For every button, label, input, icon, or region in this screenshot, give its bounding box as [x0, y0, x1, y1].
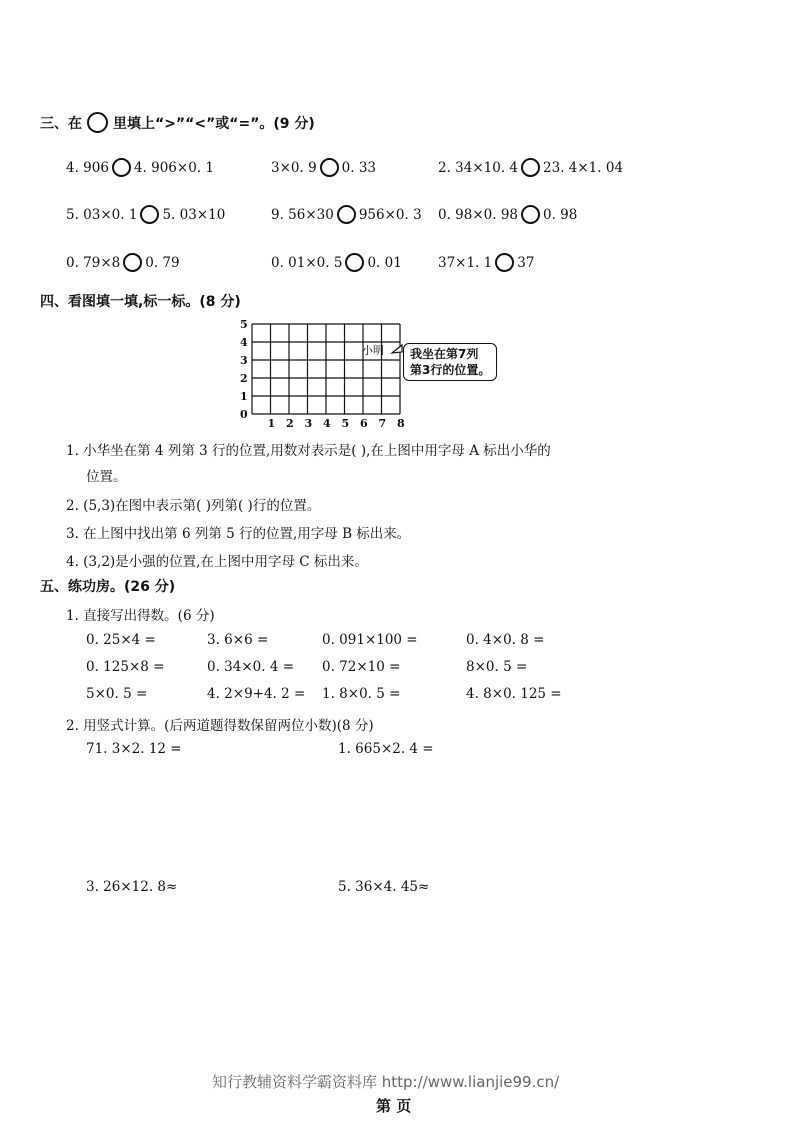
calc-item: 0. 25×4 = — [86, 632, 156, 648]
q1-title: 1. 直接写出得数。(6 分) — [66, 608, 215, 624]
page-number: 第 页 — [376, 1097, 412, 1115]
calc-item: 4. 2×9+4. 2 = — [207, 686, 306, 702]
compare-item: 0. 01×0. 5 0. 01 — [271, 254, 402, 271]
grid-x-label: 2 — [286, 417, 294, 428]
grid-y-label: 0 — [240, 408, 248, 421]
calc-item: 0. 091×100 = — [322, 632, 418, 648]
vertical-calc-item: 3. 26×12. 8≈ — [86, 879, 178, 895]
section4-title: 四、看图填一填,标一标。(8 分) — [40, 294, 241, 310]
compare-item: 37×1. 1 37 — [438, 254, 535, 271]
answer-circle[interactable] — [521, 205, 540, 224]
vertical-calc-item: 71. 3×2. 12 = — [86, 741, 182, 757]
circle-icon — [87, 112, 108, 133]
section3-title-pre: 三、在 — [40, 115, 82, 132]
answer-circle[interactable] — [337, 205, 356, 224]
answer-circle[interactable] — [140, 205, 159, 224]
watermark-text: 知行教辅资料学霸资料库 http://www.lianjie99.cn/ — [212, 1073, 560, 1091]
grid-cell-label: 小明 — [362, 344, 384, 357]
calc-item: 0. 125×8 = — [86, 659, 165, 675]
calc-item: 0. 4×0. 8 = — [466, 632, 545, 648]
speech-bubble — [403, 343, 497, 381]
calc-item: 5×0. 5 = — [86, 686, 148, 702]
compare-item: 3×0. 9 0. 33 — [271, 159, 377, 176]
calc-item: 0. 34×0. 4 = — [207, 659, 295, 675]
question-item: 1. 小华坐在第 4 列第 3 行的位置,用数对表示是( ),在上图中用字母 A 标出小华的 — [66, 443, 551, 459]
compare-item: 9. 56×30 956×0. 3 — [271, 206, 422, 223]
calc-item: 0. 72×10 = — [322, 659, 401, 675]
grid-y-label: 2 — [240, 372, 248, 385]
question-item: 2. (5,3)在图中表示第( )列第( )行的位置。 — [66, 498, 321, 514]
compare-item: 5. 03×0. 1 5. 03×10 — [66, 206, 226, 223]
calc-item: 4. 8×0. 125 = — [466, 686, 562, 702]
grid-x-label: 4 — [323, 417, 331, 428]
section5-title: 五、练功房。(26 分) — [40, 579, 176, 595]
grid-x-label: 1 — [267, 417, 276, 428]
compare-item: 0. 79×8 0. 79 — [66, 254, 180, 271]
bubble-line-2: 第3行的位置。 — [410, 363, 491, 377]
seat-grid[interactable] — [236, 316, 406, 428]
answer-circle[interactable] — [521, 158, 540, 177]
section3-title-post: 里填上“>”“<”或“=”。(9 分) — [113, 115, 315, 132]
answer-circle[interactable] — [495, 253, 514, 272]
calc-item: 3. 6×6 = — [207, 632, 269, 648]
grid-y-label: 3 — [240, 354, 248, 367]
grid-x-label: 3 — [304, 417, 313, 428]
question-item: 4. (3,2)是小强的位置,在上图中用字母 C 标出来。 — [66, 554, 368, 570]
vertical-calc-item: 1. 665×2. 4 = — [338, 741, 434, 757]
answer-circle[interactable] — [112, 158, 131, 177]
grid-x-label: 5 — [341, 417, 350, 428]
q2-title: 2. 用竖式计算。(后两道题得数保留两位小数)(8 分) — [66, 718, 374, 734]
grid-x-label: 6 — [360, 417, 368, 428]
section3-title — [40, 112, 315, 133]
grid-y-label: 4 — [240, 336, 248, 349]
calc-item: 8×0. 5 = — [466, 659, 528, 675]
grid-y-label: 5 — [240, 318, 248, 331]
answer-circle[interactable] — [320, 158, 339, 177]
compare-item: 4. 906 4. 906×0. 1 — [66, 159, 214, 176]
grid-y-label: 1 — [240, 390, 248, 403]
compare-item: 2. 34×10. 4 23. 4×1. 04 — [438, 159, 624, 176]
vertical-calc-item: 5. 36×4. 45≈ — [338, 879, 430, 895]
calc-item: 1. 8×0. 5 = — [322, 686, 401, 702]
bubble-line-1: 我坐在第7列 — [410, 347, 479, 361]
grid-x-label: 8 — [397, 417, 405, 428]
question-item: 位置。 — [86, 469, 127, 485]
question-item: 3. 在上图中找出第 6 列第 5 行的位置,用字母 B 标出来。 — [66, 526, 411, 542]
grid-x-label: 7 — [378, 417, 387, 428]
compare-item: 0. 98×0. 98 0. 98 — [438, 206, 578, 223]
answer-circle[interactable] — [345, 253, 364, 272]
answer-circle[interactable] — [123, 253, 142, 272]
